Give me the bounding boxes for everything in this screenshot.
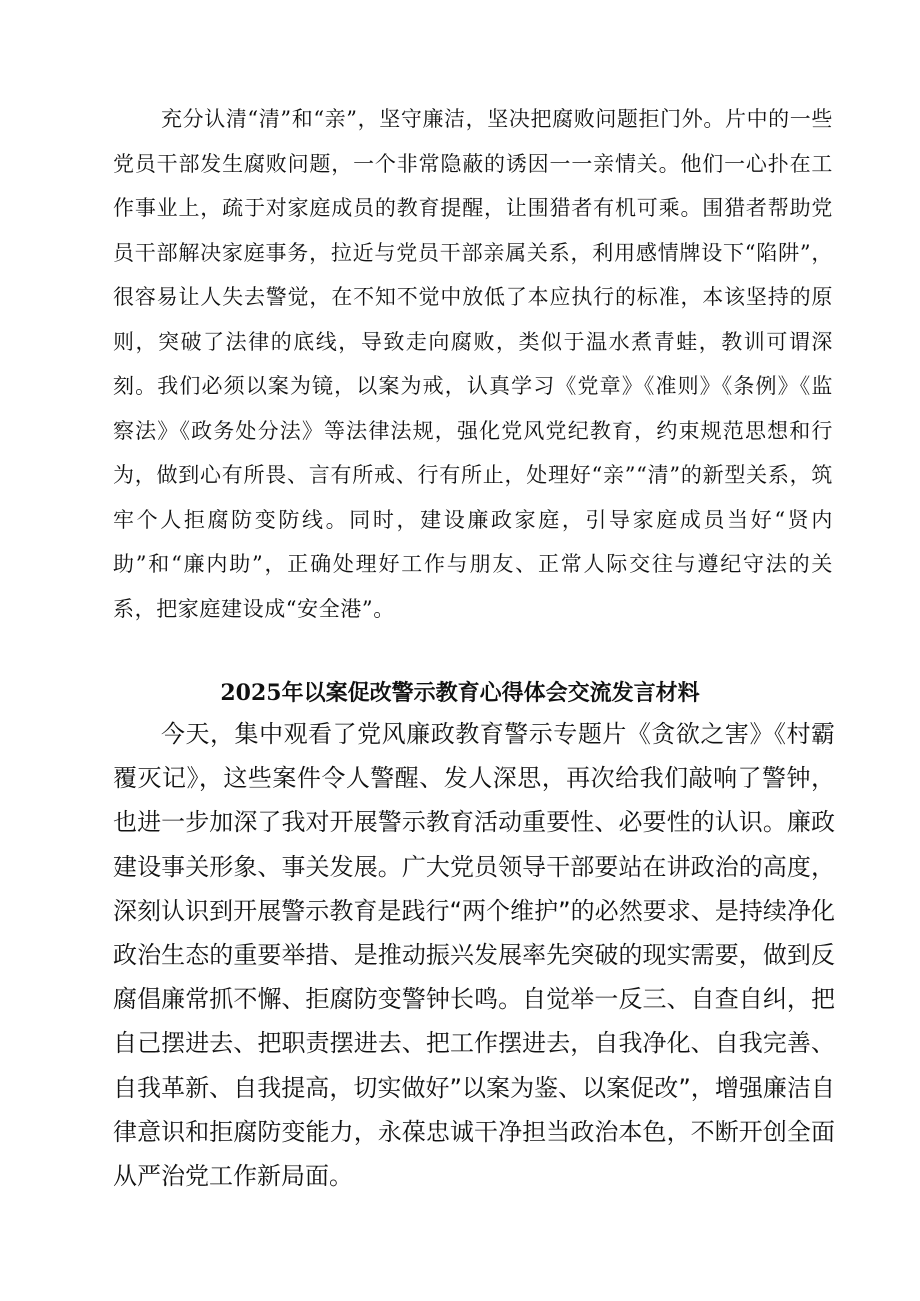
paragraph-warning-education: 今天，集中观看了党风廉政教育警示专题片《贪欲之害》《村霸覆灭记》，这些案件令人警醒、发人深思，再次给我们敲响了警钟，也进一步加深了我对开展警示教育活动重要性、必要性的认识。廉政建设事关形象、事关发展。广大党员领导干部要站在讲政治的高度，深刻认识到开展警示教育是践行“两个维护”的必然要求、是持续净化政治生态的重要举措、是推动振兴发展率先突破的现实需要，做到反腐倡廉常抓不懈、拒腐防变警钟长鸣。自觉举一反三、自查自纠，把自己摆进去、把职责摆进去、把工作摆进去，自我净化、自我完善、自我革新、自我提高，切实做好”以案为鉴、以案促改”，增强廉洁自律意识和拒腐防变能力，永葆忠诚干净担当政治本色，不断开创全面从严治党工作新局面。	[113, 720, 835, 1191]
section-title: 2025年以案促改警示教育心得体会交流发言材料	[220, 680, 700, 706]
paragraph-integrity-family: 充分认清“清”和“亲”，坚守廉洁，坚决把腐败问题拒门外。片中的一些党员干部发生腐败问题，一个非常隐蔽的诱因一一亲情关。他们一心扑在工作事业上，疏于对家庭成员的教育提醒，让围猎者有机可乘。围猎者帮助党员干部解决家庭事务，拉近与党员干部亲属关系，利用感情牌设下“陷阱”，很容易让人失去警觉，在不知不觉中放低了本应执行的标准，本该坚持的原则，突破了法律的底线，导致走向腐败，类似于温水煮青蛙，教训可谓深刻。我们必须以案为镜，以案为戒，认真学习《党章》《准则》《条例》《监察法》《政务处分法》等法律法规，强化党风党纪教育，约束规范思想和行为，做到心有所畏、言有所戒、行有所止，处理好“亲”“清”的新型关系，筑牢个人拒腐防变防线。同时，建设廉政家庭，引导家庭成员当好“贤内助”和“廉内助”，正确处理好工作与朋友、正常人际交往与遵纪守法的关系，把家庭建设成“安全港”。	[113, 107, 833, 621]
